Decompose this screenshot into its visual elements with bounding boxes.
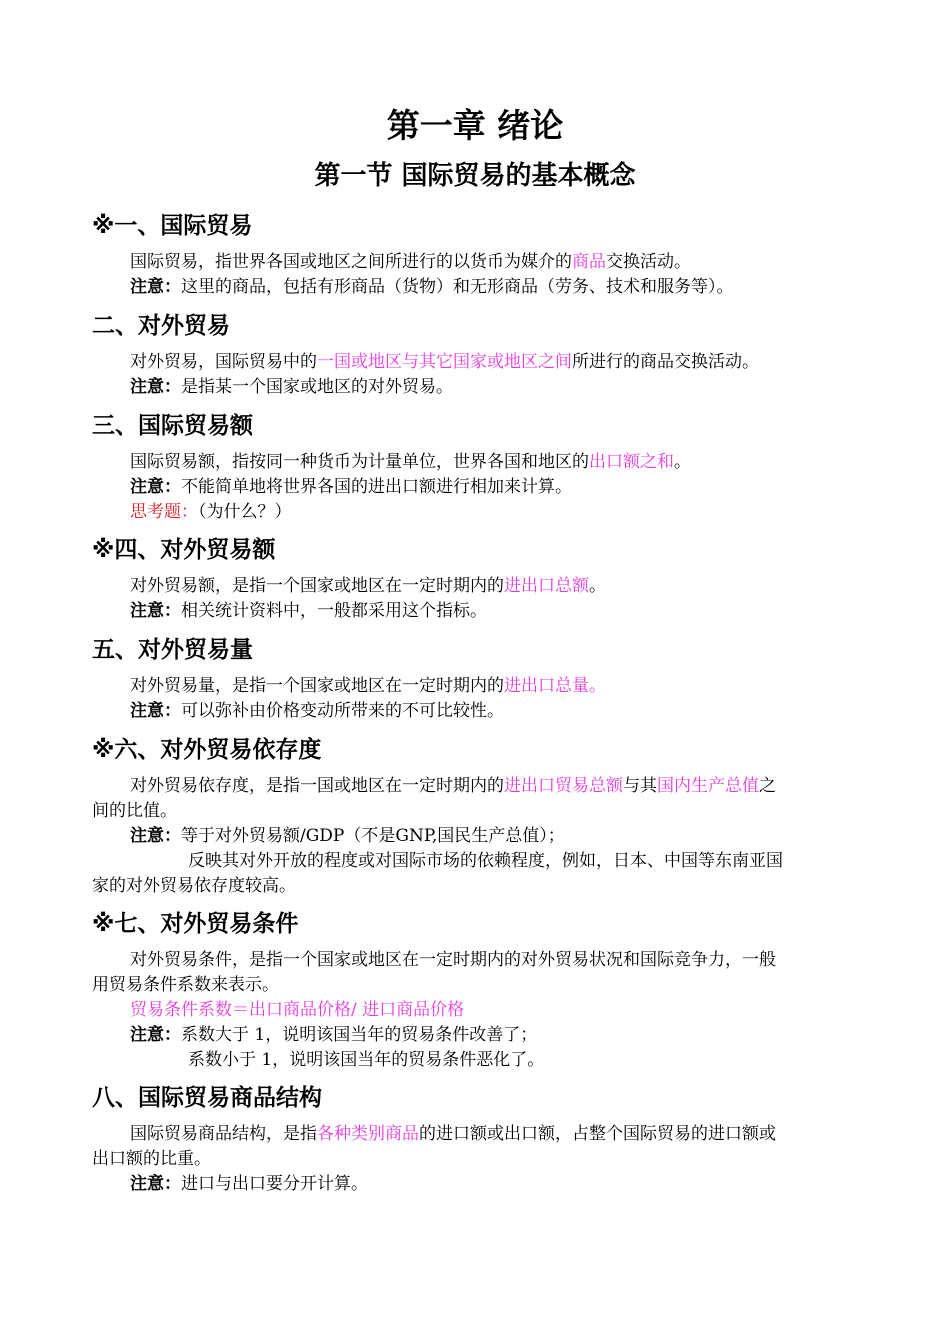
note-label: 注意：: [130, 701, 181, 721]
heading-trade-dependence: ※六、对外贸易依存度: [92, 737, 322, 763]
definition-international-trade: 国际贸易，指世界各国或地区之间所进行的以货币为媒介的商品交换活动。: [130, 252, 691, 272]
highlight-term: 出口额之和: [589, 452, 674, 472]
heading-foreign-trade-value: ※四、对外贸易额: [92, 537, 276, 563]
note-international-trade-value: 注意：不能简单地将世界各国的进出口额进行相加来计算。: [130, 477, 572, 497]
definition-foreign-trade-quantity: 对外贸易量，是指一个国家或地区在一定时期内的进出口总量。: [130, 676, 606, 696]
note-international-trade: 注意：这里的商品，包括有形商品（货物）和无形商品（劳务、技术和服务等）。: [130, 277, 734, 297]
chapter-title: 第一章 绪论: [386, 106, 564, 145]
highlight-term: 进出口总额: [504, 576, 589, 596]
note-foreign-trade: 注意：是指某一个国家或地区的对外贸易。: [130, 377, 453, 397]
heading-international-trade-value: 三、国际贸易额: [92, 413, 253, 439]
terms-of-trade-formula: 贸易条件系数＝出口商品价格/ 进口商品价格: [130, 1000, 465, 1020]
definition-foreign-trade: 对外贸易，国际贸易中的一国或地区与其它国家或地区之间所进行的商品交换活动。: [130, 352, 759, 372]
definition-terms-of-trade: 对外贸易条件，是指一个国家或地区在一定时期内的对外贸易状况和国际竞争力，一般: [130, 950, 776, 970]
note-trade-dependence-2: 反映其对外开放的程度或对国际市场的依赖程度，例如，日本、中国等东南亚国: [188, 851, 783, 871]
highlight-term-2: 国内生产总值: [657, 776, 759, 796]
note-label: 注意：: [130, 477, 181, 497]
note-label: 注意：: [130, 1025, 181, 1045]
note-label: 注意：: [130, 377, 181, 397]
note-trade-dependence-2-cont: 家的对外贸易依存度较高。: [92, 876, 296, 896]
heading-foreign-trade: 二、对外贸易: [92, 313, 230, 339]
definition-trade-dependence: 对外贸易依存度，是指一国或地区在一定时期内的进出口贸易总额与其国内生产总值之: [130, 776, 776, 796]
heading-terms-of-trade: ※七、对外贸易条件: [92, 911, 299, 937]
note-label: 注意：: [130, 277, 181, 297]
note-terms-of-trade-2: 系数小于 1，说明该国当年的贸易条件恶化了。: [188, 1050, 545, 1070]
note-label: 注意：: [130, 826, 181, 846]
highlight-term: 进出口总量。: [504, 676, 606, 696]
definition-international-trade-value: 国际贸易额，指按同一种货币为计量单位，世界各国和地区的出口额之和。: [130, 452, 691, 472]
section-title: 第一节 国际贸易的基本概念: [314, 161, 636, 191]
highlight-term: 商品: [572, 252, 606, 272]
definition-commodity-structure-cont: 出口额的比重。: [92, 1149, 211, 1169]
heading-foreign-trade-quantity: 五、对外贸易量: [92, 637, 253, 663]
note-label: 注意：: [130, 601, 181, 621]
think-question: 思考题：（为什么？）: [130, 502, 292, 522]
note-terms-of-trade: 注意：系数大于 1，说明该国当年的贸易条件改善了；: [130, 1025, 538, 1045]
definition-foreign-trade-value: 对外贸易额，是指一个国家或地区在一定时期内的进出口总额。: [130, 576, 606, 596]
note-foreign-trade-value: 注意：相关统计资料中，一般都采用这个指标。: [130, 601, 487, 621]
heading-international-trade: ※一、国际贸易: [92, 213, 253, 239]
note-foreign-trade-quantity: 注意：可以弥补由价格变动所带来的不可比较性。: [130, 701, 504, 721]
definition-trade-dependence-cont: 间的比值。: [92, 801, 177, 821]
highlight-term: 各种类别商品: [317, 1124, 419, 1144]
highlight-term: 一国或地区与其它国家或地区之间: [317, 352, 572, 372]
note-trade-dependence: 注意：等于对外贸易额/GDP（不是GNP,国民生产总值）；: [130, 826, 565, 846]
heading-commodity-structure: 八、国际贸易商品结构: [92, 1085, 322, 1111]
note-commodity-structure: 注意：进口与出口要分开计算。: [130, 1174, 368, 1194]
highlight-term: 进出口贸易总额: [504, 776, 623, 796]
think-label: 思考题：: [130, 502, 198, 522]
definition-commodity-structure: 国际贸易商品结构，是指各种类别商品的进口额或出口额，占整个国际贸易的进口额或: [130, 1124, 776, 1144]
definition-terms-of-trade-cont: 用贸易条件系数来表示。: [92, 975, 279, 995]
note-label: 注意：: [130, 1174, 181, 1194]
